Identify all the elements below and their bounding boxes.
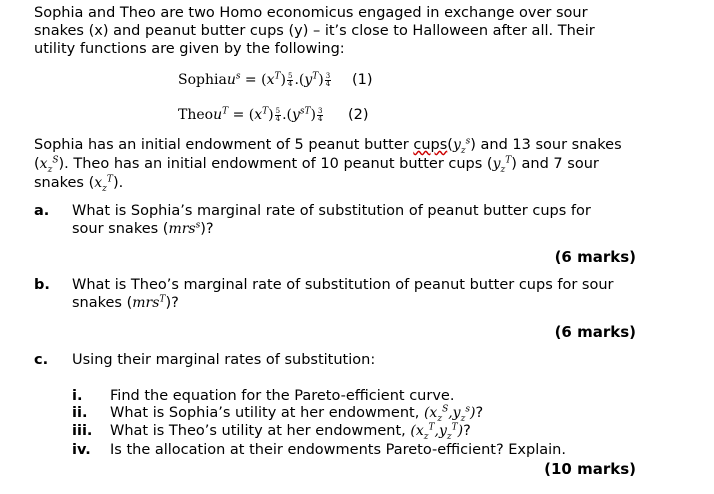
sophia-y-endowment-symbol: $y_z^s$ xyxy=(452,136,471,156)
qa-symbol: mrs$^s$ xyxy=(168,220,201,237)
endow-text-2b: ) and 7 sour xyxy=(511,156,599,172)
question-c-item-ii: What is Sophia’s utility at her endowment, $(x_z^S,y_z^s)$? xyxy=(110,404,484,424)
theo-endowment-pair: $(x_z^T,y_z^T)$ xyxy=(410,422,464,442)
question-c-item-iii-label: iii. xyxy=(72,423,93,439)
qa-text-2b: )? xyxy=(200,221,214,237)
question-c-item-iii: What is Theo’s utility at her endowment, $(x_z^T,y_z^T)$? xyxy=(110,422,471,442)
equation-2-number: (2) xyxy=(348,107,369,123)
question-c-label: c. xyxy=(34,352,49,368)
endowment-line-1: Sophia has an initial endowment of 5 peanut butter $cups(y_z^s)$ and 13 sour snakes xyxy=(34,136,622,156)
question-b-marks: (6 marks) xyxy=(554,323,636,341)
question-c-item-ii-label: ii. xyxy=(72,405,88,421)
question-a-line-2 xyxy=(72,221,214,237)
eq2-exp2: $\frac{3}{4}$ xyxy=(318,106,323,123)
endow-text-3b: ). xyxy=(112,175,124,191)
qc-item-ii-text: What is Sophia’s utility at her endowment, xyxy=(110,405,424,421)
equation-1-number: (1) xyxy=(352,72,373,88)
intro-line-3: utility functions are given by the following: xyxy=(34,41,345,57)
eq1-exp2: $\frac{3}{4}$ xyxy=(325,71,331,88)
intro-line-1: Sophia and Theo are two Homo economicus engaged in exchange over sour xyxy=(34,5,588,21)
question-c-item-iv-label: iv. xyxy=(72,442,91,458)
endow-text-1a: Sophia has an initial endowment of 5 peanut butter xyxy=(34,137,414,153)
qb-text-2a: snakes ( xyxy=(72,295,133,311)
question-b-line-1: What is Theo’s marginal rate of substitution of peanut butter cups for sour xyxy=(72,277,614,293)
equation-1: Sophiau$^s$ = $(x^T)$ $\frac{5}{4}$ $.(y^T)$ $\frac{3}{4}$ xyxy=(178,71,331,88)
eq2-y: y xyxy=(292,107,300,123)
question-a-marks: (6 marks) xyxy=(554,248,636,266)
intro-line-2 xyxy=(34,23,595,39)
qb-symbol: mrs$^T$ xyxy=(132,294,166,311)
eq1-func: u xyxy=(226,72,236,88)
theo-y-endowment-symbol: $y_z^T$ xyxy=(492,155,512,175)
question-c-item-i-label: i. xyxy=(72,388,83,404)
question-a-line-1: What is Sophia’s marginal rate of substitution of peanut butter cups for xyxy=(72,203,591,219)
eq2-exp1: $\frac{5}{4}$ xyxy=(275,106,281,123)
sophia-endowment-pair: $(x_z^S,y_z^s)$ xyxy=(423,404,476,424)
endowment-line-3 xyxy=(34,174,124,194)
question-c-item-i-text: Find the equation for the Pareto-efficient curve. xyxy=(110,388,455,404)
eq1-prefix: Sophia xyxy=(178,72,227,88)
question-b-line-2 xyxy=(72,295,179,311)
question-c-marks: (10 marks) xyxy=(544,460,636,478)
eq1-y: y xyxy=(304,72,313,88)
qb-text-2b: )? xyxy=(165,295,179,311)
eq2-xsup: T xyxy=(262,106,269,117)
eq1-exp1: $\frac{5}{4}$ xyxy=(287,71,293,88)
question-c-intro: Using their marginal rates of substitution: xyxy=(72,352,376,368)
eq1-sup: s xyxy=(235,71,241,82)
eq1-xsup: T xyxy=(274,71,281,82)
question-c-item-iv-text: Is the allocation at their endowments Pareto-efficient? Explain. xyxy=(110,442,566,458)
eq2-ysup: sT xyxy=(299,106,311,117)
eq1-x: x xyxy=(266,72,275,88)
eq2-sup: T xyxy=(222,106,229,117)
qa-text-2a: sour snakes ( xyxy=(72,221,169,237)
endow-text-1c: ) and 13 sour snakes xyxy=(470,137,622,153)
eq2-func: u xyxy=(213,107,223,123)
endow-text-2a: ). Theo has an initial endowment of 10 peanut butter cups ( xyxy=(58,156,493,172)
equation-2: Theou$^T$ = $(x^T)$ $\frac{5}{4}$ $.(y^{sT})$ $\frac{3}{4}$ xyxy=(178,106,323,123)
eq2-prefix: Theo xyxy=(178,107,214,123)
question-a-label: a. xyxy=(34,203,50,219)
eq2-x: x xyxy=(254,107,263,123)
theo-x-endowment-symbol: $x_z^T$ xyxy=(94,174,113,194)
qc-item-iii-text: What is Theo’s utility at her endowment, xyxy=(110,423,411,439)
sophia-x-endowment-symbol: $x_z^S$ xyxy=(39,155,59,175)
intro-line-2-text: snakes (x) and peanut butter cups (y) – it’s close to Halloween after all. Their xyxy=(34,23,595,39)
eq1-ysup: T xyxy=(312,71,319,82)
question-b-label: b. xyxy=(34,277,50,293)
endowment-line-2: $(x_z^S)$. Theo has an initial endowment of 10 peanut butter cups $(y_z^T)$ and 7 sour xyxy=(34,155,599,175)
endow-text-3a: snakes ( xyxy=(34,175,95,191)
endow-text-1b: cups xyxy=(413,137,448,153)
